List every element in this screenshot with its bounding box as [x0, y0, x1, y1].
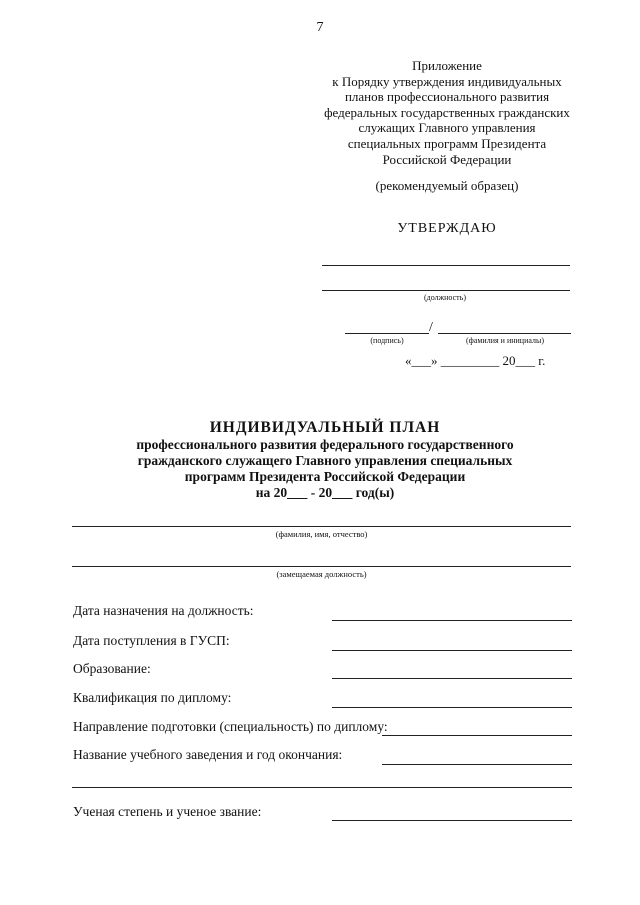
position-caption: (должность) — [424, 293, 466, 302]
full-name-caption: (фамилия, имя, отчество) — [275, 529, 368, 539]
appendix-line: специальных программ Президента — [347, 135, 547, 151]
appendix-line: служащих Главного управления — [358, 120, 536, 136]
appendix-line: Приложение — [412, 58, 482, 73]
appendix-line: федеральных государственных гражданских — [324, 104, 570, 120]
plan-subtitle-line: гражданского служащего Главного управления специальных — [137, 453, 513, 468]
position-held-caption: (замещаемая должность) — [276, 569, 367, 579]
plan-title: ИНДИВИДУАЛЬНЫЙ ПЛАН — [209, 419, 441, 436]
education-label: Образование: — [73, 661, 151, 676]
appendix-line: Российской Федерации — [382, 151, 512, 167]
academic-degree-line[interactable] — [332, 820, 572, 821]
approve-heading: УТВЕРЖДАЮ — [397, 221, 497, 236]
approval-date: «___» _________ 20___ г. — [405, 353, 546, 368]
appendix-header — [322, 58, 572, 167]
civil-service-entry-label: Дата поступления в ГУСП: — [73, 633, 230, 648]
approver-position-line[interactable] — [322, 290, 570, 291]
specialty-label: Направление подготовки (специальность) по диплому: — [73, 719, 388, 734]
page-number: 7 — [316, 20, 324, 35]
approver-name-line[interactable] — [438, 333, 571, 334]
position-held-line[interactable] — [72, 566, 571, 567]
plan-period: на 20___ - 20___ год(ы) — [255, 485, 395, 500]
institution-label: Название учебного заведения и год окончания: — [73, 747, 343, 762]
name-caption: (фамилия и инициалы) — [465, 336, 545, 345]
institution-line[interactable] — [382, 764, 572, 765]
signature-slash: / — [429, 320, 433, 335]
qualification-line[interactable] — [332, 707, 572, 708]
education-line[interactable] — [332, 678, 572, 679]
approver-blank-line[interactable] — [322, 265, 570, 266]
appendix-line: к Порядку утверждения индивидуальных — [332, 73, 562, 89]
qualification-label: Квалификация по диплому: — [73, 690, 232, 705]
signature-line[interactable] — [345, 333, 429, 334]
specialty-line[interactable] — [382, 735, 572, 736]
signature-caption: (подпись) — [370, 336, 404, 345]
civil-service-entry-line[interactable] — [332, 650, 572, 651]
plan-subtitle-line: профессионального развития федерального государственного — [136, 437, 514, 452]
appendix-line: планов профессионального развития — [344, 89, 550, 105]
plan-subtitle-line: программ Президента Российской Федерации — [184, 469, 466, 484]
plan-title-block — [80, 418, 570, 501]
recommended-sample-note: (рекомендуемый образец) — [375, 178, 519, 193]
institution-continuation-line[interactable] — [72, 787, 572, 788]
academic-degree-label: Ученая степень и ученое звание: — [73, 804, 262, 819]
appointment-date-label: Дата назначения на должность: — [73, 603, 254, 618]
full-name-line[interactable] — [72, 526, 571, 527]
appointment-date-line[interactable] — [332, 620, 572, 621]
